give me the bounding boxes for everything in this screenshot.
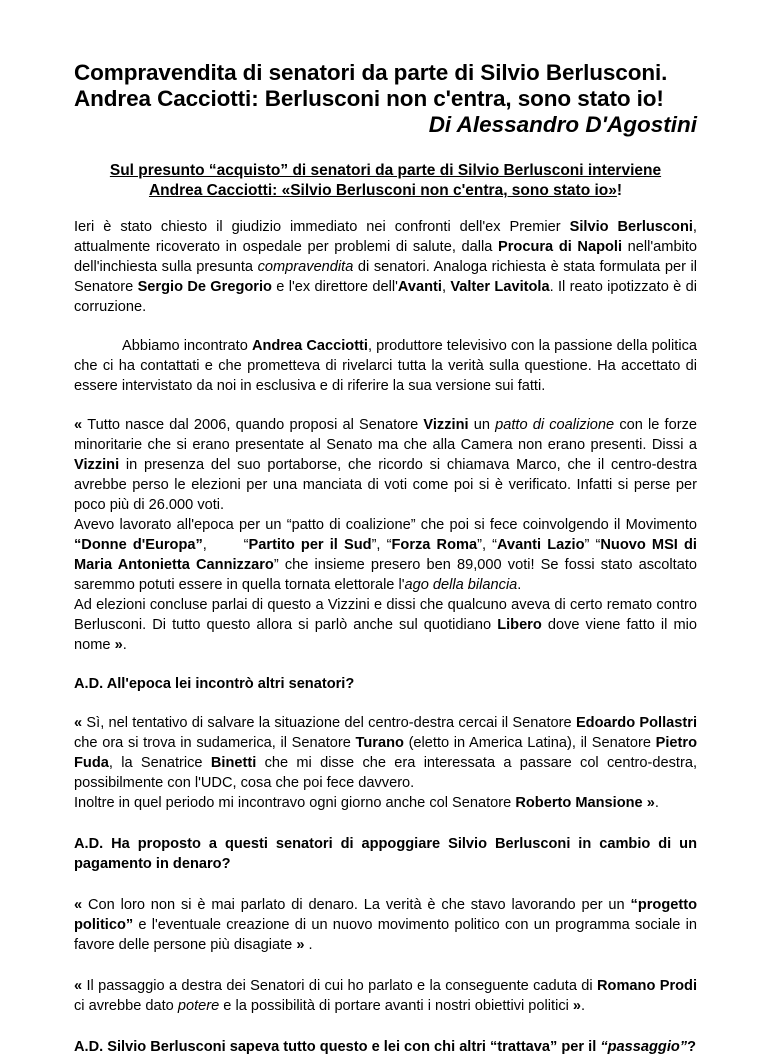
- text: ” che insieme presero ben 89,000 voti! Se fossi stato ascoltato saremmo potuti essere in quella tornata elettorale l': [74, 557, 697, 593]
- quote-mark: »: [296, 937, 305, 953]
- text: Ieri è stato chiesto il giudizio immediato nei confronti dell'ex Premier: [74, 219, 570, 235]
- text: un: [468, 417, 496, 433]
- text: di senatori. Analoga richiesta è stata formulata per il Senatore: [74, 259, 697, 295]
- text: ” “: [584, 537, 601, 553]
- bold-text: Edoardo Pollastri: [575, 715, 697, 731]
- text: , “: [202, 537, 249, 553]
- text: Il passaggio a destra dei Senatori di cui ho parlato e la conseguente caduta di: [86, 978, 597, 994]
- text: (eletto in America Latina), il Senatore: [403, 735, 656, 751]
- bold-text: Silvio Berlusconi: [569, 219, 693, 235]
- text: Sì, nel tentativo di salvare la situazione del centro-destra cercai il Senatore: [86, 715, 576, 731]
- text: Avevo lavorato all'epoca per un “patto di coalizione” che poi si fece coinvolgendo il Movimento: [74, 517, 697, 533]
- text: che mi disse che era interessata a passare col centro-destra, possibilmente con l'UDC, cosa che poi fece davvero.: [74, 755, 698, 791]
- bold-text: “progetto politico”: [74, 897, 698, 933]
- text: che ora si trova in sudamerica, il Senatore: [74, 735, 356, 751]
- text: .: [517, 577, 522, 593]
- text: ”, “: [477, 537, 498, 553]
- bold-text: Sergio De Gregorio: [137, 279, 272, 295]
- subtitle-line-2: Andrea Cacciotti: «Silvio Berlusconi non c'entra, sono stato io»: [148, 182, 617, 199]
- bold-text: Procura di Napoli: [498, 239, 623, 255]
- quote-mark: »: [572, 998, 582, 1014]
- text: , la Senatrice: [108, 755, 211, 771]
- italic-text: “passaggio”: [600, 1039, 688, 1055]
- bold-text: Avanti: [397, 279, 442, 295]
- article-title: [74, 60, 697, 112]
- text: Con loro non si è mai parlato di denaro. La verità è che stavo lavorando per un: [87, 897, 631, 913]
- bold-text: Romano Prodi: [597, 978, 698, 994]
- title-line-1: Compravendita di senatori da parte di Silvio Berlusconi.: [74, 60, 668, 85]
- text: ,: [441, 279, 451, 295]
- text: A.D. Silvio Berlusconi sapeva tutto questo e lei con chi altri “trattava” per il: [74, 1039, 601, 1055]
- bold-text: Avanti Lazio: [497, 537, 585, 553]
- bold-text: Pietro Fuda: [74, 735, 697, 771]
- text: ”, “: [371, 537, 392, 553]
- bold-text: Libero: [497, 617, 542, 633]
- bold-text: Partito per il Sud: [248, 537, 372, 553]
- bold-text: Andrea Cacciotti: [251, 338, 368, 354]
- text: Tutto nasce dal 2006, quando proposi al Senatore: [87, 417, 424, 433]
- text: Ad elezioni concluse parlai di questo a Vizzini e dissi che qualcuno aveva di certo remato contro Berlusconi. Di tutto questo allora si parlò anche sul quotidiano: [74, 597, 697, 633]
- answer-paragraph-4: [74, 976, 697, 1016]
- answer-paragraph-2: [74, 713, 697, 813]
- text: . Il reato ipotizzato è di corruzione.: [74, 279, 697, 315]
- text: con le forze minoritarie che si erano presentate al Senato ma che alla Camera non erano presenti. Dissi a: [74, 417, 697, 453]
- bold-text: Vizzini: [423, 417, 469, 433]
- bold-text: “Donne d'Europa”: [74, 537, 203, 553]
- answer-paragraph-3: [74, 895, 697, 955]
- question-2: A.D. Ha proposto a questi senatori di appoggiare Silvio Berlusconi in cambio di un pagamento in denaro?: [74, 836, 697, 872]
- title-line-2: Andrea Cacciotti: Berlusconi non c'entra, sono stato io!: [74, 86, 664, 111]
- text: .: [304, 937, 313, 953]
- subtitle-exclamation: !: [616, 182, 623, 199]
- question-1: A.D. All'epoca lei incontrò altri senatori?: [74, 676, 355, 692]
- interviewee-intro-paragraph: [74, 336, 697, 396]
- quote-mark: «: [74, 417, 88, 433]
- text: , produttore televisivo con la passione della politica che ci ha contattati e che prometteva di rivelarci tutta la verità sulla questione. Ha accettato di essere intervistato da noi in esclusiva e di riferire la sua versione sui fatti.: [74, 338, 697, 394]
- text: nell'ambito dell'inchiesta sulla presunta: [74, 239, 697, 275]
- text: ci avrebbe dato: [74, 998, 178, 1014]
- text: in presenza del suo portaborse, che ricordo si chiamava Marco, che il centro-destra avrebbe perso le elezioni per una manciata di voti come poi si è verificato. Infatti si perse per poco più di 26.000 voti.: [74, 457, 697, 513]
- text: , attualmente ricoverato in ospedale per problemi di salute, dalla: [74, 219, 697, 255]
- quote-mark: «: [74, 897, 88, 913]
- italic-text: ago della bilancia: [404, 577, 518, 593]
- text: e l'ex direttore dell': [271, 279, 398, 295]
- bold-text: Turano: [355, 735, 404, 751]
- text: e l'eventuale creazione di un nuovo movimento politico con un programma sociale in favore delle persone più disagiate: [74, 917, 697, 953]
- quote-mark: »: [114, 637, 123, 653]
- italic-text: potere: [177, 998, 220, 1014]
- quote-mark: «: [74, 715, 87, 731]
- bold-text: Valter Lavitola: [450, 279, 550, 295]
- answer-paragraph-1: [74, 415, 697, 655]
- bold-text: Vizzini: [74, 457, 120, 473]
- question-3: [74, 1037, 697, 1057]
- text: .: [122, 637, 127, 653]
- italic-text: patto di coalizione: [495, 417, 615, 433]
- text: dove viene fatto il mio nome: [74, 617, 697, 653]
- bold-text: Roberto Mansione »: [515, 795, 655, 811]
- text: Inoltre in quel periodo mi incontravo ogni giorno anche col Senatore: [74, 795, 516, 811]
- author-byline: Di Alessandro D'Agostini: [428, 112, 697, 137]
- bold-text: Forza Roma: [391, 537, 478, 553]
- text: ?: [687, 1039, 697, 1055]
- intro-paragraph: [74, 217, 697, 317]
- text: .: [654, 795, 659, 811]
- text: .: [581, 998, 586, 1014]
- text: Abbiamo incontrato: [122, 338, 252, 354]
- quote-mark: «: [74, 978, 87, 994]
- article-subtitle: [74, 161, 697, 201]
- bold-text: Nuovo MSI di Maria Antonietta Cannizzaro: [74, 537, 697, 573]
- text: e la possibilità di portare avanti i nostri obiettivi politici: [219, 998, 573, 1014]
- bold-text: Binetti: [210, 755, 257, 771]
- italic-text: compravendita: [257, 259, 354, 275]
- subtitle-line-1: Sul presunto “acquisto” di senatori da parte di Silvio Berlusconi interviene: [109, 162, 662, 179]
